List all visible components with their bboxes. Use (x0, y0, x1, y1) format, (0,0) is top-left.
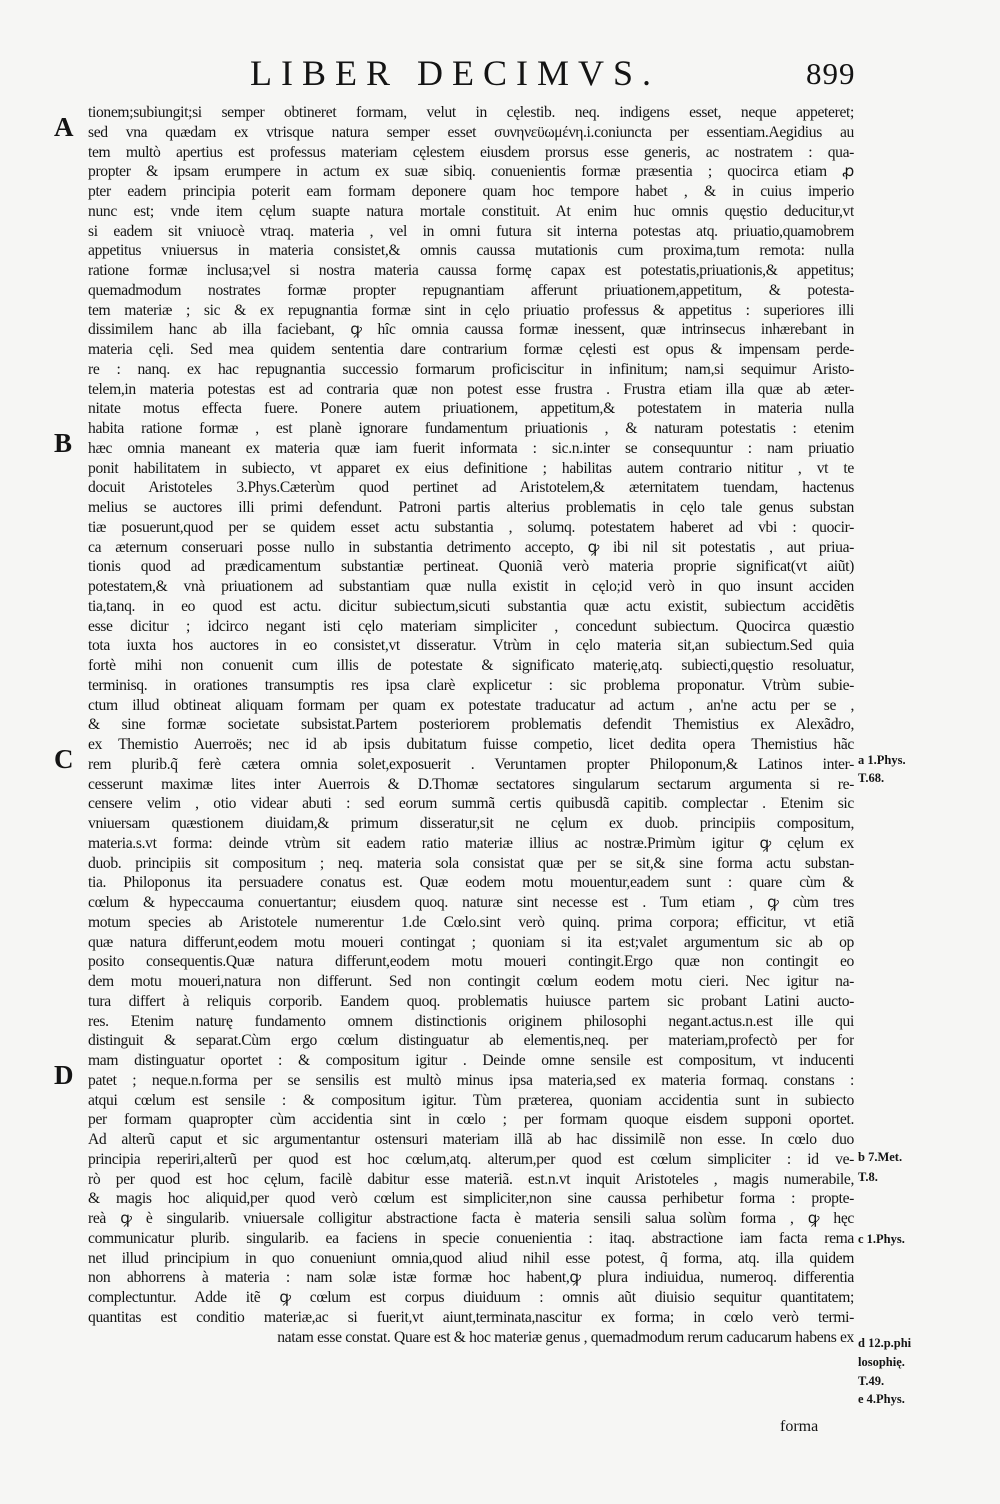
text-line: dem motu moueri,natura non differunt. Sed non contingit cœlum eodem motu cieri. Nec igitur na- (88, 973, 854, 990)
text-line: net illud principium in quo conueniunt omnia,quod aliud nihil esse potest, q̃ forma, atq. illa quidem (88, 1249, 854, 1267)
catchword: forma (780, 1418, 819, 1435)
section-letter-c: C (54, 744, 74, 774)
text-line: complectuntur. Adde itẽ ꝙ cœlum est corpus diuiduum : omnis aũt diuisio sequitur quantitatem; (88, 1289, 854, 1306)
text-line: habita ratione formæ , est planè ignorare fundamentum priuationis , & naturam potestatis : etenim (88, 420, 854, 437)
text-line: cœlum & hypeccauma conuertantur; eiusdem quoq. naturæ sint necesse est . Tum etiam , ꝙ cùm tres (88, 894, 854, 911)
text-line: cesserunt maximæ lites inter Auerrois & D.Thomæ sectatores singularum sectarum argumenta si re- (88, 775, 854, 793)
section-letter-d: D (54, 1060, 74, 1090)
text-line: tia. Philoponus ita persuadere conatus est. Quæ eodem motu mouentur,eadem sunt : quare cùm & (88, 874, 854, 892)
section-letter-b: B (54, 428, 73, 458)
text-line: atqui cœlum est sensile : & compositum igitur. Tùm præterea, quoniam accidentia sunt in subiecto (88, 1091, 854, 1109)
margin-note: losophię. (858, 1355, 905, 1369)
text-line: telem,in materia potestas est ad contraria quæ non potest esse frustra . Frustra etiam illa quæ ab æter- (88, 380, 854, 398)
text-line: non abhorrens à materia : nam solæ istæ formæ hoc habent,ꝙ plura indiuidua, numeroq. differentia (88, 1269, 854, 1287)
text-line: hæc omnia maneant ex materia quæ iam fuerit informata : sic.n.inter se consequuntur : nam priuatio (88, 439, 854, 457)
text-line: Ad alterũ caput et sic argumentantur ostensuri materiam illã ab hac dissimilẽ non esse. In cœlo duo (88, 1131, 854, 1148)
body-text (88, 103, 854, 1347)
text-line: patet ; neque.n.forma per se sensilis est multò minus ipsa materia,sed ex materia formaq. constans : (88, 1071, 854, 1089)
text-line: vniuersam quæstionem diuidam,& primum disseratur,sit ne cęlum ex duob. principiis compositum, (88, 815, 854, 832)
margin-note: a 1.Phys. (858, 753, 906, 767)
text-line: tem materiæ ; sic & ex repugnantia formæ sint in cęlo priuatio professus & appetitus : superiores illi (88, 301, 854, 319)
text-line: pter eadem principia poterit eam formam deponere quam hoc tempore habet , & in cuius imperio (88, 183, 854, 200)
margin-note: b 7.Met. (858, 1150, 903, 1164)
text-line: ex Themistio Auerroës; nec id ab ipsis dubitatum fuisse competio, licet dedita opera Themistius hãc (88, 736, 854, 753)
text-line: duob. principiis sit compositum ; neq. materia sola consistat quæ per se sit,& sine forma actu substan- (88, 854, 854, 872)
text-line: distinguit & separat.Cùm ergo cœlum distinguatur ab elementis,neq. per materiam,profectò per for (88, 1032, 854, 1050)
text-line: principia reperiri,alterũ per quod est hoc cœlum,atq. alterum,per quod est cœlum simpliciter : id ve- (88, 1150, 854, 1168)
text-line: dissimilem hanc ab illa faciebant, ꝙ hîc omnia caussa formæ inessent, quæ intrinsecus inhærebant in (88, 321, 854, 339)
text-line: tota iuxta hos auctores in eo consistet,vt disseratur. Vtrùm in cęlo materia sit,an subiectum.Sed quia (88, 637, 854, 655)
text-line: terminisq. in orationes transumptis res ipsa clarè explicetur : sic problema proponatur. Vtrùm subie- (88, 676, 854, 694)
text-line: motum species ab Aristotele numerentur 1.de Cœlo.sint verò quinq. prima corpora; efficitur, vt etiã (88, 913, 854, 931)
text-line: tionem;subiungit;si semper obtineret formam, velut in cęlestib. neq. indigens esset, neque appeteret; (88, 104, 854, 121)
margin-note: d 12.p.phi (858, 1336, 912, 1350)
text-line: rem plurib.q̃ ferè cætera omnia solet,exposuerit . Veruntamen propter Philoponum,& Latinos inter- (88, 755, 854, 773)
page-header (0, 52, 1000, 98)
text-line: nitate motus effecta fuere. Ponere autem priuationem, appetitum,& potestatem in materia nulla (88, 400, 854, 418)
margin-note: e 4.Phys. (858, 1392, 905, 1406)
text-line: si eadem sit vniuocè vtraq. materia , vel in omni futura sit interna potestas atq. priuatio,quamobrem (88, 222, 854, 240)
margin-note: T.49. (858, 1374, 885, 1388)
text-line: ponit habilitatem in subiecto, vt apparet ex eius definitione ; habilitas autem contrario nititur , vt te (88, 459, 854, 477)
text-line: re : nanq. ex hac repugnantia successio formarum proficiscitur in infinitum; nam,si sequimur Aristo- (88, 360, 854, 378)
text-line: quantitas est conditio materiæ,ac si fuerit,vt aiunt,terminata,nascitur ex forma; in cœlo verò termi- (88, 1308, 854, 1326)
text-line: censere velim , otio videar abuti : sed eorum summã certis quibusdã capitib. complectar . Etenim sic (88, 795, 854, 813)
page-number: 899 (806, 56, 856, 91)
text-line: tiæ posuerunt,quod per se quidem esset actu substantia , solumq. potestatem haberet ad vbi : quocir- (88, 518, 854, 536)
text-line: appetitus vniuersus in materia consistet,& omnis caussa mutationis cum proxima,tum remota: nulla (88, 242, 854, 260)
text-line: tia,tanq. in eo quod est actu. dicitur subiectum,sicuti substantia quæ actu existit, subiectum accidẽtis (88, 597, 854, 615)
text-line: tura differt à reliquis corporib. Eandem quoq. problematis huiusce partem sic probant Latini aucto- (88, 992, 854, 1010)
text-line: materia cęli. Sed mea quidem sententia dare contrarium formæ cęlesti est opus & impensam perde- (88, 341, 854, 358)
text-line: posito consequentis.Quæ natura differunt,eodem motu moueri contingit.Ergo quæ non contingit eo (88, 953, 854, 971)
text-line: fortè mihi non conuenit cum illis de potestate & significato materię,atq. subiecti,quęstio resoluatur, (88, 657, 854, 674)
text-line: ca æternum conseruari posse nullo in substantia detrimento accepto, ꝙ ibi nil sit potestatis , aut priua- (88, 538, 854, 556)
text-line: nunc est; vnde item cęlum suapte natura mortale constituit. At enim huc omnis quęstio deducitur,vt (88, 202, 854, 220)
margin-note: T.8. (858, 1170, 878, 1184)
text-line: per formam quapropter cùm accidentia sint in cœlo ; per formam quoque eisdem supponi oportet. (88, 1111, 854, 1129)
text-line: materia.s.vt forma: deinde vtrùm sit eadem ratio materiæ illius ac nostræ.Primùm igitur ꝙ cęlum ex (88, 834, 854, 852)
margin-note: T.68. (858, 771, 885, 785)
text-line: rò per quod est hoc cęlum, facilè dabitur esse materiã. est.n.vt inquit Aristoteles , magis numerabile, (88, 1170, 854, 1188)
text-line: docuit Aristoteles 3.Phys.Cæterùm quod pertinet ad Aristotelem,& æternitatem tuendam, hactenus (88, 479, 854, 497)
text-line: & magis hoc aliquid,per quod verò cœlum est simpliciter,non sine caussa perhibetur forma : propte- (88, 1190, 854, 1208)
section-letter-a: A (54, 112, 74, 142)
text-line: esse dicitur ; idcirco negant isti cęlo materiam simpliciter , concedunt subiectum. Quocirca quæstio (88, 617, 854, 635)
text-line: quæ natura differunt,eodem motu moueri contingat ; quoniam si ita est;valet argumentum sic ab op (88, 933, 854, 951)
text-line: quemadmodum nostrates formæ propter repugnantiam afferunt priuationem,appetitum, & potesta- (88, 281, 854, 299)
text-line: tem multò apertius est professus materiam cęlestem eiusdem prorsus esse generis, ac nostratem : qua- (88, 143, 854, 161)
text-line: mam distinguatur oportet : & compositum igitur . Deinde omne sensile est compositum, vt inducenti (88, 1052, 854, 1069)
running-title: LIBER DECIMVS. (250, 53, 661, 93)
text-line: sed vna quædam ex vtrisque natura semper esset συνηνεϋωμένη.i.coniuncta per essentiam.Aegidius au (88, 123, 854, 141)
text-line: melius se auctores illi primi defendunt. Patroni partis alterius problematis in cęlo tale genus substan (88, 499, 854, 516)
text-line: propter & ipsam erumpere in actum ex suæ sibiq. conuenientis formæ præsentia ; quocirca etiam ꝓ (88, 163, 854, 181)
text-line: reà ꝙ è singularib. vniuersale colligitur abstractione facta è materia sensili salua solùm forma , ꝙ hęc (88, 1210, 854, 1227)
margin-note: c 1.Phys. (858, 1232, 905, 1246)
text-line: potestatem,& vnà priuationem ad substantiam quæ nulla existit in cęlo;id verò in quo insunt acciden (88, 578, 854, 595)
text-line: ratione formæ inclusa;vel si nostra materia caussa formę capax est potestatis,priuationis,& appetitus; (88, 262, 854, 279)
text-line: tionis quod ad prædicamentum substantiæ pertineat. Quoniã verò materia proprie significat(vt aiũt) (88, 558, 854, 576)
text-line: res. Etenim naturę fundamento omnem distinctionis originem philosophi negant.actus.n.est ille qui (88, 1012, 854, 1030)
text-line: communicatur plurib. singularib. ea faciens in specie conuenientia : itaq. abstractione iam facta rema (88, 1229, 854, 1247)
text-line: ctum illud obtineat aliquam formam per quam ex potestate traducatur ad actum , an'ne actu per se , (88, 696, 854, 714)
text-line: natam esse constat. Quare est & hoc materiæ genus , quemadmodum rerum caducarum habens ex (277, 1328, 854, 1346)
text-line: & sine formæ societate subsistat.Partem posteriorem problematis defendit Themistius ex Alexãdro, (88, 716, 854, 734)
